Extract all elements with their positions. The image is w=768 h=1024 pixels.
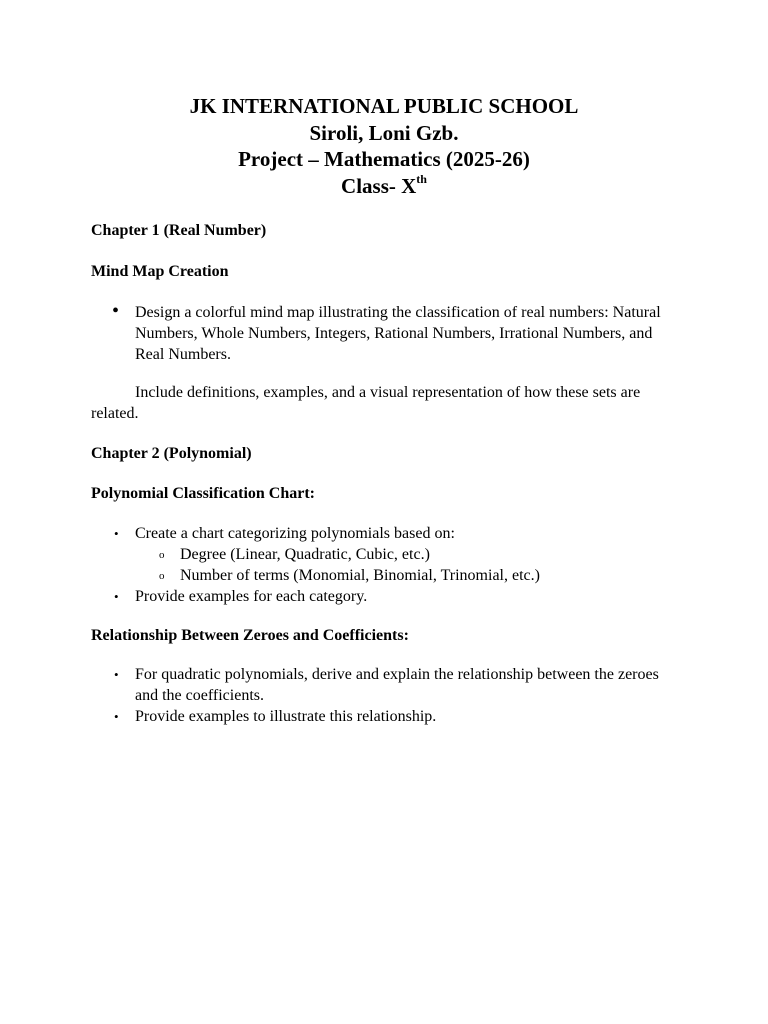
school-location: Siroli, Loni Gzb. [309,120,459,145]
document-header [0,93,768,199]
chapter1-bullet-list [91,302,681,365]
list-item [91,523,681,586]
project-title: Project – Mathematics (2025-26) [238,147,530,171]
chapter1-heading: Chapter 1 (Real Number) [91,222,267,239]
circle-bullet-icon: o [159,570,165,582]
bullet-icon: • [114,526,119,541]
chapter1-paragraph: Include definitions, examples, and a visual representation of how these sets are related. [91,384,641,422]
class-line [0,173,768,200]
chart-bullet-list [91,523,681,607]
list-item [91,302,681,365]
list-item [91,664,681,706]
document-body [91,220,681,727]
school-name: JK INTERNATIONAL PUBLIC SCHOOL [189,94,579,118]
bullet-icon: • [114,589,119,604]
list-item-text: Provide examples to illustrate this relationship. [135,708,437,725]
list-item [135,544,681,565]
relationship-bullet-list [91,664,681,727]
list-item-text: For quadratic polynomials, derive and explain the relationship between the zeroes and the coefficients. [135,666,659,704]
bullet-icon: • [114,667,119,682]
relationship-heading: Relationship Between Zeroes and Coefficients: [91,627,409,644]
list-item-text: Create a chart categorizing polynomials based on: [135,525,455,542]
list-item [91,706,681,727]
list-item-text: Provide examples for each category. [135,588,368,605]
list-item-text: Number of terms (Monomial, Binomial, Trinomial, etc.) [180,567,540,584]
classification-chart-heading: Polynomial Classification Chart: [91,485,315,502]
list-item-text: Design a colorful mind map illustrating the classification of real numbers: Natural Numbers, Whole Numbers, Integers, Rational Numbers, Irrational Numbers, and Real Numbers. [135,304,661,363]
list-item-text: Degree (Linear, Quadratic, Cubic, etc.) [180,546,430,563]
bullet-icon: • [114,709,119,724]
list-item [135,565,681,586]
class-label: Class- X [341,173,417,198]
chapter2-heading: Chapter 2 (Polynomial) [91,445,252,462]
list-item [91,586,681,607]
chart-sub-list [135,544,681,586]
mind-map-heading: Mind Map Creation [91,263,229,280]
bullet-icon: • [112,300,120,322]
circle-bullet-icon: o [159,549,165,561]
class-superscript: th [416,171,427,186]
